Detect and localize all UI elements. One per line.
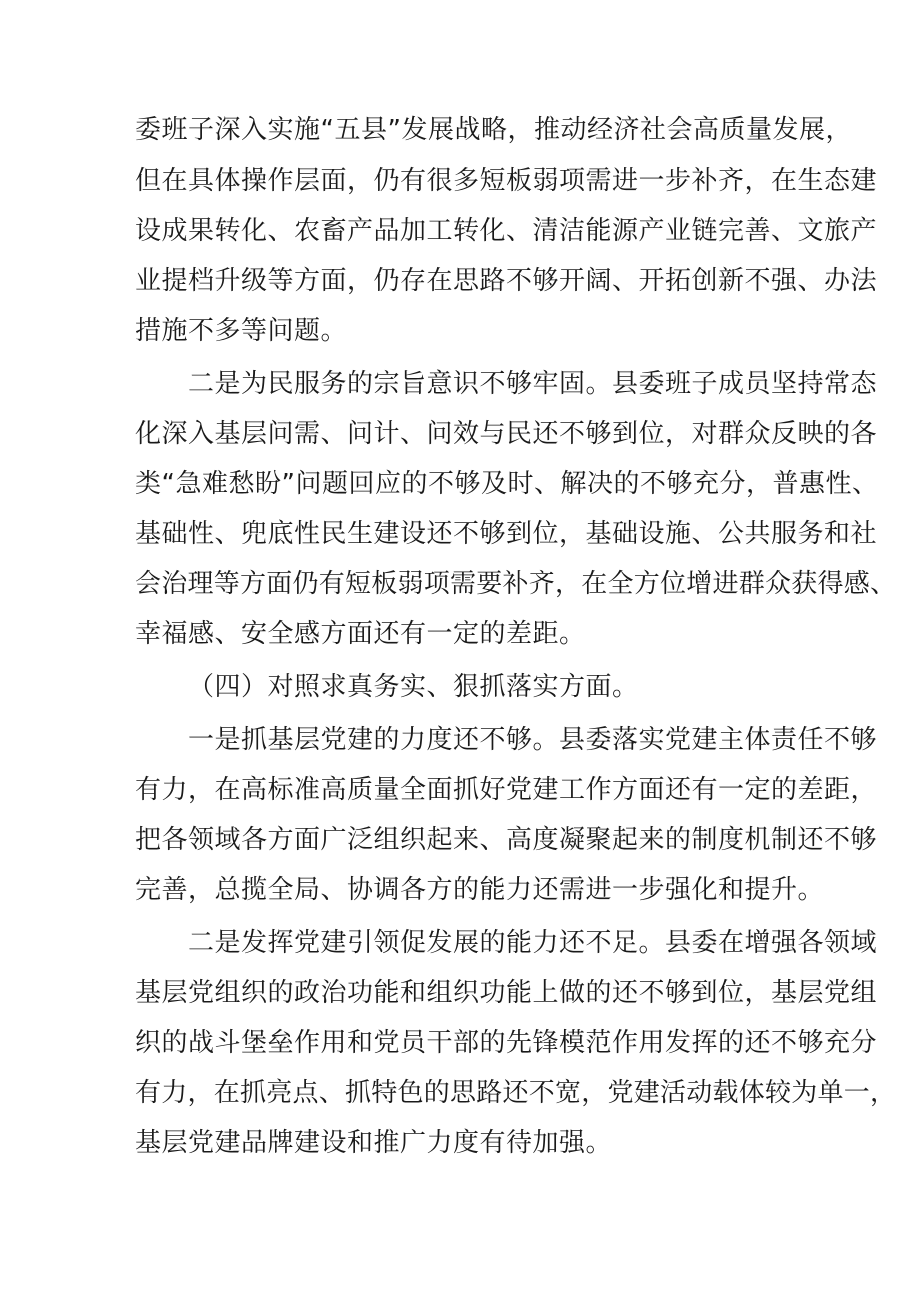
paragraph-1-line-4: 业提档升级等方面，仍存在思路不够开阔、开拓创新不强、办法 <box>135 266 878 296</box>
paragraph-4-line-1: 二是发挥党建引领促发展的能力还不足。县委在增强各领域 <box>188 928 878 958</box>
paragraph-2-line-1: 二是为民服务的宗旨意识不够牢固。县委班子成员坚持常态 <box>188 369 878 399</box>
paragraph-1-line-5: 措施不多等问题。 <box>135 316 348 346</box>
paragraph-1-line-2: 但在具体操作层面，仍有很多短板弱项需进一步补齐，在生态建 <box>135 166 878 196</box>
paragraph-2-line-3: 类“急难愁盼”问题回应的不够及时、解决的不够充分，普惠性、 <box>135 469 879 499</box>
paragraph-3-line-1: 一是抓基层党建的力度还不够。县委落实党建主体责任不够 <box>188 725 878 755</box>
paragraph-3-line-2: 有力，在高标准高质量全面抓好党建工作方面还有一定的差距， <box>135 775 878 805</box>
paragraph-1-line-1: 委班子深入实施“五县”发展战略，推动经济社会高质量发展， <box>135 115 852 145</box>
paragraph-2-line-2: 化深入基层问需、问计、问效与民还不够到位，对群众反映的各 <box>135 419 878 449</box>
paragraph-4-line-2: 基层党组织的政治功能和组织功能上做的还不够到位，基层党组 <box>135 978 878 1008</box>
paragraph-3-line-4: 完善，总揽全局、协调各方的能力还需进一步强化和提升。 <box>135 875 825 905</box>
paragraph-1-line-3: 设成果转化、农畜产品加工转化、清洁能源产业链完善、文旅产 <box>135 216 878 246</box>
paragraph-2-line-5: 会治理等方面仍有短板弱项需要补齐，在全方位增进群众获得感、 <box>135 569 897 599</box>
paragraph-4-line-4: 有力，在抓亮点、抓特色的思路还不宽，党建活动载体较为单一， <box>135 1078 897 1108</box>
paragraph-4-line-3: 织的战斗堡垒作用和党员干部的先锋模范作用发挥的还不够充分 <box>135 1028 878 1058</box>
section-heading: （四）对照求真务实、狠抓落实方面。 <box>188 672 639 702</box>
paragraph-2-line-4: 基础性、兜底性民生建设还不够到位，基础设施、公共服务和社 <box>135 519 878 549</box>
paragraph-2-line-6: 幸福感、安全感方面还有一定的差距。 <box>135 619 586 649</box>
paragraph-3-line-3: 把各领域各方面广泛组织起来、高度凝聚起来的制度机制还不够 <box>135 825 878 855</box>
paragraph-4-line-5: 基层党建品牌建设和推广力度有待加强。 <box>135 1128 613 1158</box>
